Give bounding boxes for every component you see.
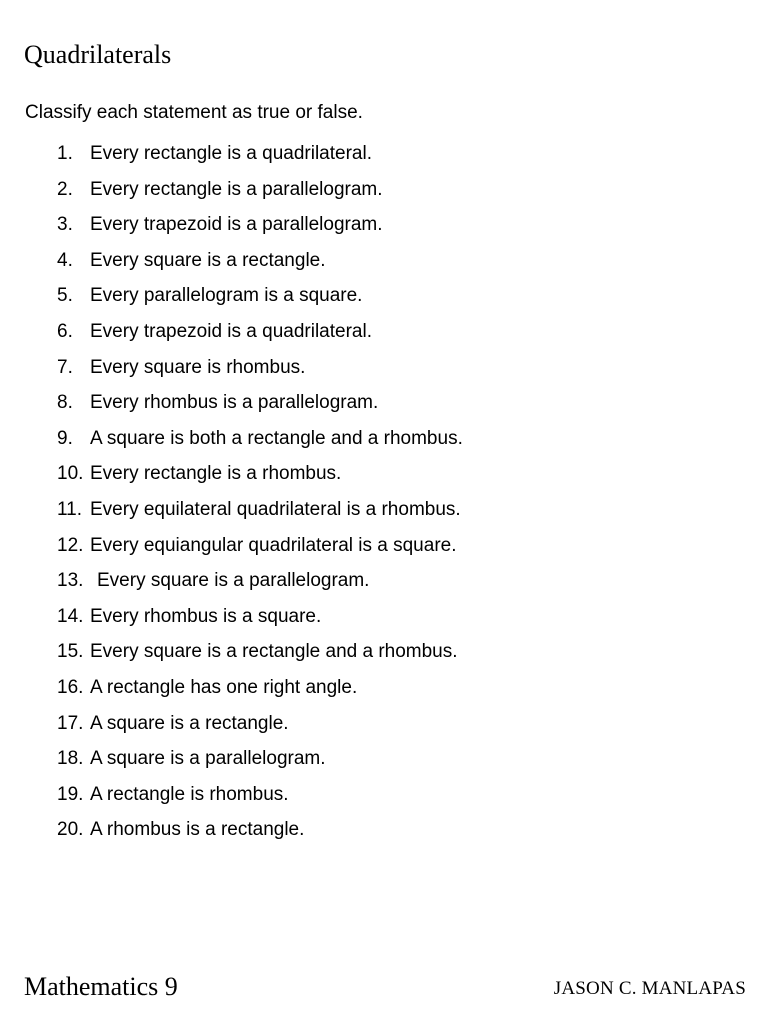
- question-number: 11.: [57, 498, 83, 520]
- question-number: 14.: [57, 605, 84, 627]
- question-number: 13.: [57, 570, 84, 592]
- question-number: 16.: [57, 676, 84, 698]
- question-text: Every square is rhombus.: [90, 356, 306, 378]
- question-text: Every rectangle is a quadrilateral.: [90, 143, 372, 164]
- question-text: Every square is a parallelogram.: [97, 570, 370, 592]
- footer-subject: Mathematics 9: [24, 972, 178, 1001]
- footer-author: JASON C. MANLAPAS: [553, 978, 746, 999]
- question-number: 19.: [57, 783, 84, 805]
- question-text: Every equilateral quadrilateral is a rhombus.: [90, 498, 461, 520]
- question-number: 12.: [57, 534, 84, 556]
- question-text: Every equiangular quadrilateral is a square.: [90, 534, 457, 556]
- question-number: 15.: [57, 641, 84, 663]
- question-text: Every rhombus is a parallelogram.: [90, 392, 379, 414]
- instructions: Classify each statement as true or false.: [25, 102, 363, 123]
- question-number: 2.: [57, 178, 73, 200]
- question-text: Every parallelogram is a square.: [90, 285, 363, 307]
- question-number: 1.: [57, 143, 73, 164]
- question-number: 18.: [57, 748, 84, 770]
- page-title: Quadrilaterals: [24, 40, 172, 69]
- question-number: 6.: [57, 320, 73, 342]
- question-text: Every rectangle is a rhombus.: [90, 463, 342, 485]
- question-number: 9.: [57, 427, 73, 449]
- question-text: A square is both a rectangle and a rhombus.: [90, 427, 463, 449]
- question-number: 4.: [57, 249, 73, 271]
- question-number: 8.: [57, 392, 73, 414]
- question-text: Every trapezoid is a parallelogram.: [90, 214, 383, 236]
- question-text: A rhombus is a rectangle.: [90, 819, 305, 841]
- question-number: 10.: [57, 463, 84, 485]
- question-number: 7.: [57, 356, 73, 378]
- question-text: A rectangle is rhombus.: [90, 783, 289, 805]
- question-text: Every square is a rectangle.: [90, 249, 326, 271]
- question-text: Every rhombus is a square.: [90, 605, 322, 627]
- question-number: 20.: [57, 819, 84, 841]
- question-text: A square is a rectangle.: [90, 712, 289, 734]
- question-number: 17.: [57, 712, 84, 734]
- question-text: A square is a parallelogram.: [90, 748, 326, 770]
- question-text: Every rectangle is a parallelogram.: [90, 178, 383, 200]
- question-number: 5.: [57, 285, 73, 307]
- question-number: 3.: [57, 214, 73, 236]
- question-text: Every trapezoid is a quadrilateral.: [90, 320, 372, 342]
- question-text: A rectangle has one right angle.: [90, 676, 358, 698]
- question-text: Every square is a rectangle and a rhombus.: [90, 641, 458, 663]
